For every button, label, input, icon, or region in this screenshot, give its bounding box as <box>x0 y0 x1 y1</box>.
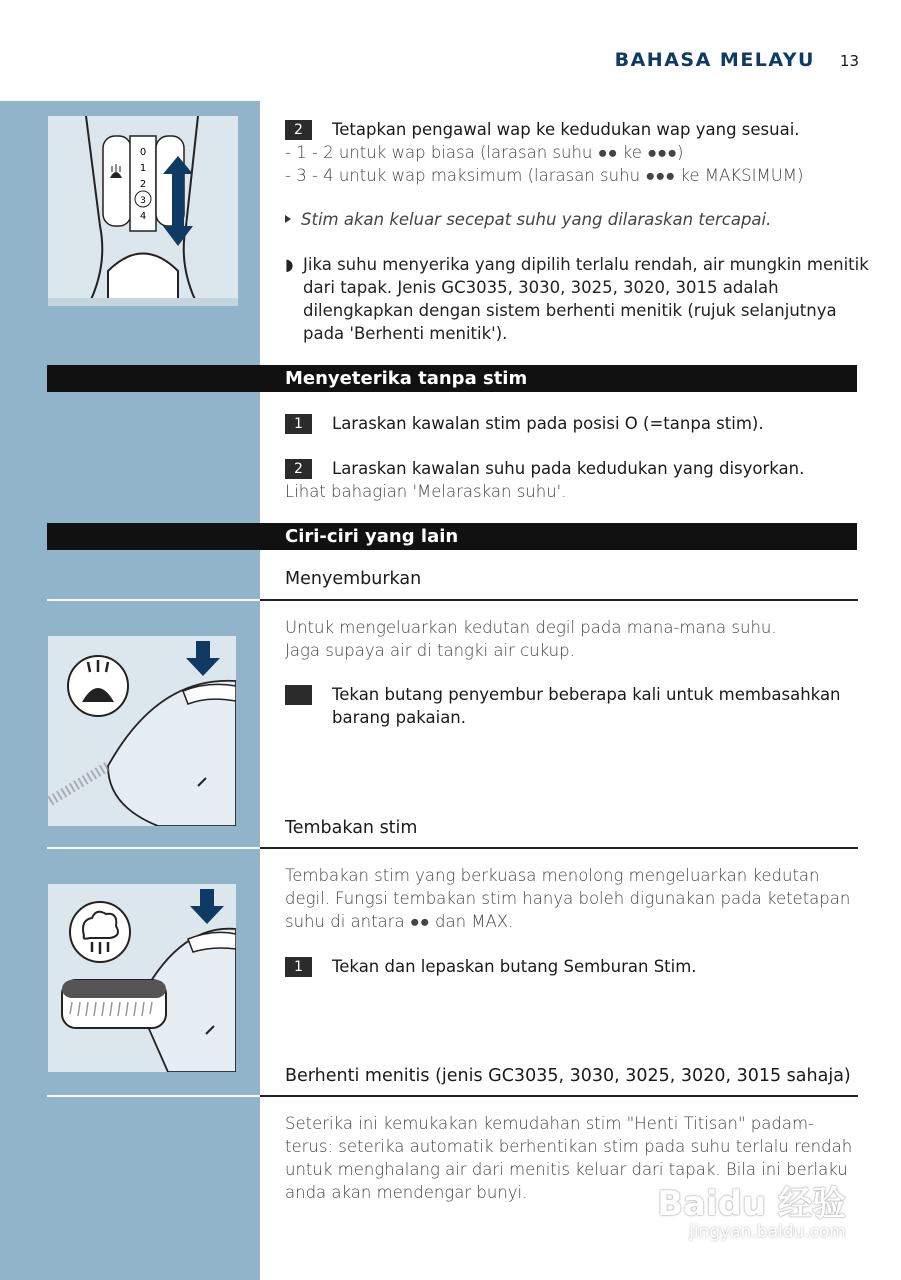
spray-step <box>270 683 901 729</box>
shot-step <box>285 955 697 978</box>
half-circle-bullet-icon: ◗ <box>285 255 294 274</box>
dial-label-2: 2 <box>139 179 147 190</box>
no-steam-step-2 <box>285 457 804 480</box>
triangle-bullet-icon <box>285 215 291 223</box>
drip-heading: Berhenti menitis (jenis GC3035, 3030, 3025, 3020, 3015 sahaja) <box>285 1066 851 1086</box>
section-title-no-steam: Menyeterika tanpa stim <box>285 368 528 389</box>
dial-label-4: 4 <box>139 211 147 222</box>
section-bar-other-features <box>47 523 857 550</box>
shot-illustration <box>48 884 236 1072</box>
spray-heading: Menyemburkan <box>285 569 422 589</box>
spray-intro-1: Untuk mengeluarkan kedutan degil pada mana-mana suhu. <box>285 618 777 637</box>
section-bar-no-steam <box>47 365 857 392</box>
dial-label-1: 1 <box>139 163 147 174</box>
watermark-brand: Baidu 经验 <box>657 1184 846 1224</box>
steam-dial-illustration <box>48 116 238 306</box>
steam-step <box>285 118 800 141</box>
drip-warning-text: Jika suhu menyerika yang dipilih terlalu rendah, air mungkin menitik dari tapak. Jenis GC3035, 3030, 3025, 3020, 3015 adalah dilengkapkan dengan sistem berhenti menitik (rujuk selanjutnya pada 'Berhenti menitik'). <box>303 255 869 343</box>
spray-rule-gap <box>47 599 260 601</box>
dial-label-3: 3 <box>140 196 146 206</box>
dial-label-0: 0 <box>139 147 147 158</box>
language-header: BAHASA MELAYU <box>614 49 815 71</box>
drip-rule-gap <box>47 1095 260 1097</box>
no-steam-step-1 <box>285 412 764 435</box>
shot-rule-gap <box>47 847 260 849</box>
shot-heading: Tembakan stim <box>285 818 418 838</box>
drip-body: Seterika ini kemukakan kemudahan stim "Henti Titisan" padam-terus: seterika automatik berhentikan stim pada suhu terlalu rendah untuk menghalang air dari menitis keluar dari tapak. Bila ini berlaku anda akan mendengar bunyi. <box>285 1114 853 1202</box>
steam-step-text: Tetapkan pengawal wap ke kedudukan wap yang sesuai. <box>332 120 800 139</box>
spray-illustration <box>48 636 236 826</box>
step-number-1-shot: 1 <box>285 957 312 977</box>
page-number: 13 <box>839 52 859 70</box>
drip-warning <box>285 253 875 345</box>
no-steam-step-2-note: Lihat bahagian 'Melaraskan suhu'. <box>285 482 567 501</box>
step-number-1-spray: 1 <box>285 685 312 705</box>
spray-icon <box>68 656 128 716</box>
steam-note-text: Stim akan keluar secepat suhu yang dilaraskan tercapai. <box>301 210 772 229</box>
steam-line-1: - 1 - 2 untuk wap biasa (larasan suhu ●● ke ●●●) <box>285 143 684 162</box>
spray-intro-2: Jaga supaya air di tangki air cukup. <box>285 641 575 660</box>
shot-step-text: Tekan dan lepaskan butang Semburan Stim. <box>332 957 697 976</box>
step-number-2b: 2 <box>285 459 312 479</box>
steam-note <box>285 208 771 231</box>
iron-dial-drawing <box>48 116 238 306</box>
section-title-other-features: Ciri-ciri yang lain <box>285 526 459 547</box>
step-number-1: 1 <box>285 414 312 434</box>
spray-step-text: Tekan butang penyembur beberapa kali untuk membasahkan barang pakaian. <box>332 685 841 727</box>
step-number-2: 2 <box>285 120 312 140</box>
steam-line-2: - 3 - 4 untuk wap maksimum (larasan suhu ●●● ke MAKSIMUM) <box>285 166 804 185</box>
baidu-watermark <box>657 1186 846 1242</box>
watermark-url: jingyan.baidu.com <box>689 1222 846 1242</box>
no-steam-step-2-text: Laraskan kawalan suhu pada kedudukan yang disyorkan. <box>332 459 805 478</box>
shot-intro: Tembakan stim yang berkuasa menolong mengeluarkan kedutan degil. Fungsi tembakan stim hanya boleh digunakan pada ketetapan suhu di antara ●● dan MAX. <box>285 866 851 931</box>
steam-cloud-icon <box>70 902 130 962</box>
no-steam-step-1-text: Laraskan kawalan stim pada posisi O (=tanpa stim). <box>332 414 764 433</box>
